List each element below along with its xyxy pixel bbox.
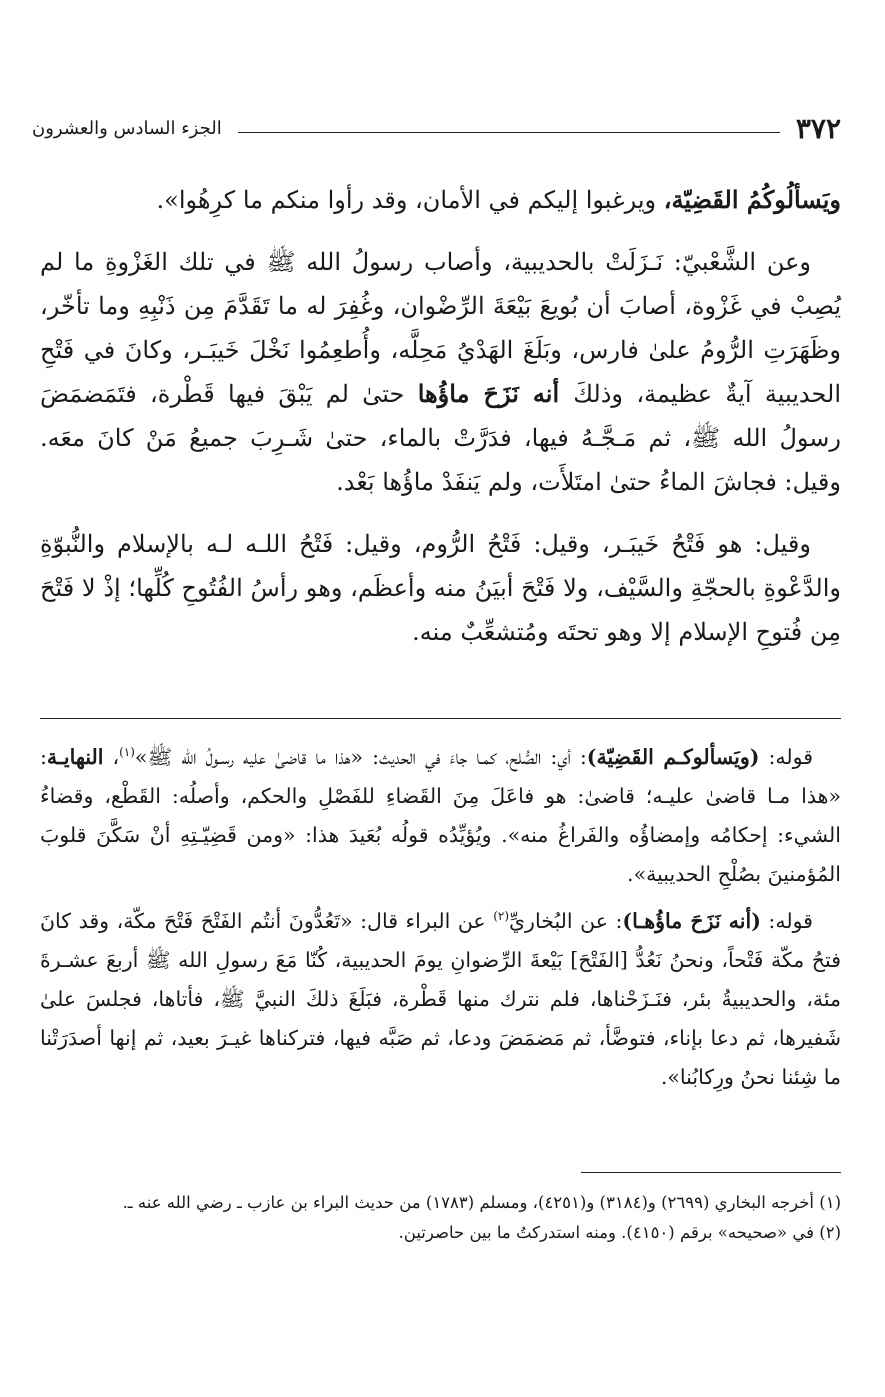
commentary-lead: قوله: [760,909,813,933]
running-title: الجزء السادس والعشرون [32,117,222,139]
commentary-text: : «هذا مـا قاضىٰ عليـه؛ قاضىٰ: هو فاعَلَ مِنَ القَضاءِ للفَصْلِ والحكم، وأصلُه: القَطْع، وقضاءُ الشيء: إحكامُه وإمضاؤُه والفَراغُ منه». ويُؤيِّدُه قولُه بُعَيدَ هذا: «ومن قَضِيّـتِهِ أنْ سَكَّنَ قلوبَ المُؤمنينَ بصُلْحِ الحديبية». [40,745,841,886]
main-paragraph-2 [40,240,841,504]
commentary-text: : أي: الصُّلح، كمـا جاءَ في الحديث: «هذا ما قاضىٰ عليه رسـولُ الله ﷺ» [134,745,587,769]
footnote-rule [581,1172,841,1173]
commentary-lead: قوله: [759,745,813,769]
footnote-ref-2[interactable]: (٢) [493,909,510,924]
main-paragraph-1 [40,178,841,222]
main-paragraph-2-text-end: حتىٰ لم يَبْقَ فيها قَطْرة، فتَمَضمَضَ رسولُ الله ﷺ، ثم مَـجَّـهُ فيها، فدَرَّتْ بالماء، حتىٰ شَـرِبَ جميعُ مَنْ كانَ معَه. وقيل: فجاشَ الماءُ حتىٰ امتَلأَت، ولم يَنفَدْ ماؤُها بَعْد. [40,380,841,496]
quoted-phrase: ويَسألُوكُمُ القَضِيّة، [663,185,841,214]
commentary-text: : عن البُخاريِّ [509,909,623,933]
footnotes [40,1188,841,1248]
quoted-phrase: أنه نَزَحَ ماؤُها [417,379,574,408]
commentary-paragraph-2 [40,902,841,1097]
main-paragraph-2-text: وعن الشَّعْبيّ: نَـزَلَتْ بالحديبية، وأصاب رسولُ الله ﷺ في تلك الغَزْوةِ ما لم يُصِبْ في غَزْوة، أصابَ أن بُويعَ بَيْعَةَ الرِّضْوان، وغُفِرَ له ما تَقَدَّمَ مِن ذَنْبِهِ وما تأخّر، وظَهَرَتِ الرُّومُ علىٰ فارس، وبَلَغَ الهَدْيُ مَحِلَّه، وأُطعِمُوا نَخْلَ خَيبَـر، وكانَ في فَتْحِ الحديبية آيةٌ عظيمة، وذلكَ [40,248,842,408]
commentary-paragraph-1 [40,738,841,894]
header-rule [238,132,780,133]
commentary-lemma: (أنه نَزَحَ ماؤُهـا) [622,909,761,933]
commentary [40,738,841,1105]
main-paragraph-3: وقيل: هو فَتْحُ خَيبَـر، وقيل: فَتْحُ الرُّوم، وقيل: فَتْحُ اللـه لـه بالإسلام والنُّبوّةِ والدَّعْوةِ بالحجّةِ والسَّيْف، ولا فَتْحَ أبيَنُ منه وأعظَم، وهو رأسُ الفُتُوحِ كُلِّها؛ إذْ لا فَتْحَ مِن فُتوحِ الإسلام إلا وهو تحتَه ومُتشعِّبٌ منه. [40,530,841,646]
footnote-2: (٢) في «صحيحه» برقم (٤١٥٠). ومنه استدركتُ ما بين حاصرتين. [398,1223,841,1242]
footnote-ref-1[interactable]: (١) [119,745,135,760]
commentary-text: ، [103,745,120,769]
commentary-lemma: (ويَسألوكـم القَضِيّة) [586,745,760,769]
main-paragraph-1-text: ويرغبوا إليكم في الأمان، وقد رأوا منكم ما كرِهُوا». [156,186,664,214]
page-number: ٣٧٢ [795,111,841,145]
commentary-text: عن البراء قال: «تَعُدُّونَ أنتُم الفَتْحَ فَتْحَ مكّة، وقد كانَ فتحُ مكّة فَتْحاً، ونحنُ نَعُدُّ [الفَتْحَ] بَيْعةَ الرِّضوانِ يومَ الحديبية، كُنّا مَعَ رسولِ الله ﷺ أربعَ عشـرةَ مئة، والحديبيةُ بئر، فنَـزَحْناها، فلم نترك منها قَطْرة، فبَلَغَ ذلكَ النبيَّ ﷺ، فأتاها، فجلسَ علىٰ شَفيرها، ثم دعا بإناء، فتوضَّأ، ثم مَضمَضَ ودعا، ثم صَبَّه فيها، فتركناها غيـرَ بعيد، ثم إنها أصدَرَتْنا ما شِئنا نحنُ ورِكابُنا». [40,909,841,1089]
text-commentary-divider [40,718,841,719]
main-text [40,178,841,672]
page-header [32,108,841,148]
footnote-1: (١) أخرجه البخاري (٢٦٩٩) و(٣١٨٤) و(٤٢٥١)، ومسلم (١٧٨٣) من حديث البراء بن عازب ـ رضي الله عنه ـ. [122,1193,841,1212]
source-name: النهايـة [46,745,104,769]
